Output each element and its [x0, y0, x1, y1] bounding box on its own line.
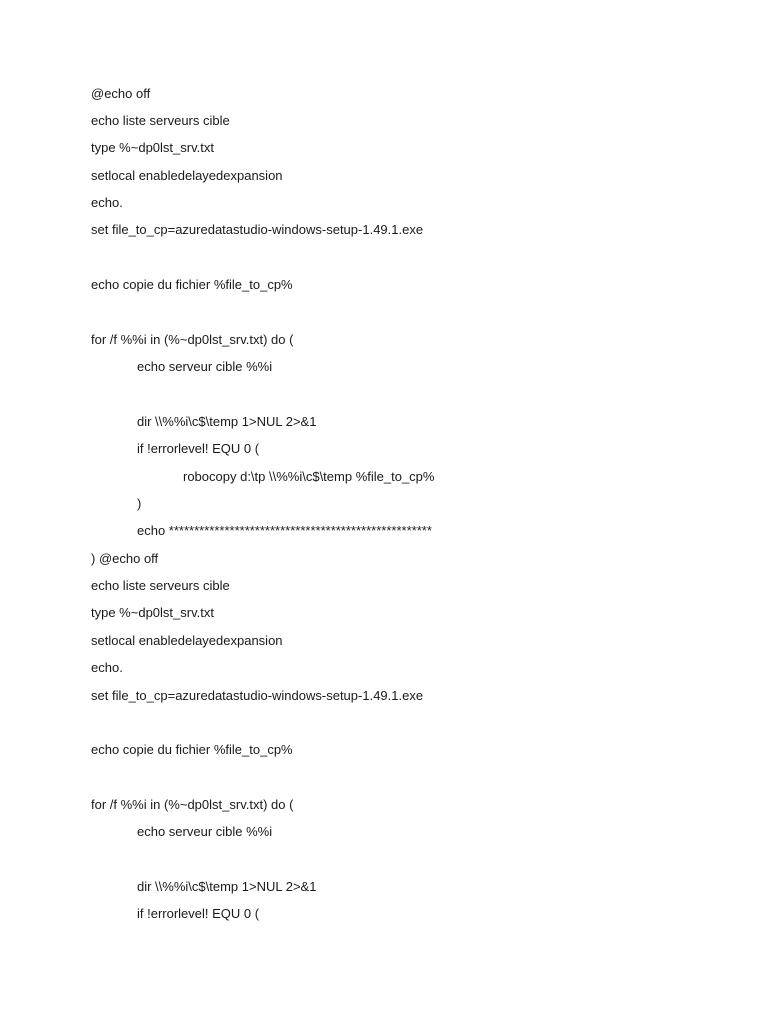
- script-line: if !errorlevel! EQU 0 (: [137, 441, 260, 456]
- script-line: for /f %%i in (%~dp0lst_srv.txt) do (: [91, 332, 294, 347]
- script-line: echo copie du fichier %file_to_cp%: [91, 742, 293, 757]
- script-line: echo serveur cible %%i: [137, 824, 273, 839]
- script-line: set file_to_cp=azuredatastudio-windows-setup-1.49.1.exe: [91, 688, 424, 703]
- script-line: ) @echo off: [91, 551, 159, 566]
- script-line: echo serveur cible %%i: [137, 359, 273, 374]
- script-line: setlocal enabledelayedexpansion: [91, 168, 283, 183]
- script-line: dir \\%%i\c$\temp 1>NUL 2>&1: [137, 879, 317, 894]
- script-line: echo copie du fichier %file_to_cp%: [91, 277, 293, 292]
- script-line: robocopy d:\tp \\%%i\c$\temp %file_to_cp%: [183, 469, 435, 484]
- script-line: for /f %%i in (%~dp0lst_srv.txt) do (: [91, 797, 294, 812]
- script-line: echo ****************************************************: [137, 523, 432, 538]
- script-line: echo.: [91, 660, 123, 675]
- script-line: set file_to_cp=azuredatastudio-windows-setup-1.49.1.exe: [91, 222, 424, 237]
- script-line: echo.: [91, 195, 123, 210]
- script-line: type %~dp0lst_srv.txt: [91, 140, 214, 155]
- script-line: @echo off: [91, 86, 151, 101]
- script-line: setlocal enabledelayedexpansion: [91, 633, 283, 648]
- script-line: ): [137, 496, 142, 511]
- script-line: echo liste serveurs cible: [91, 113, 230, 128]
- script-line: echo liste serveurs cible: [91, 578, 230, 593]
- script-line: if !errorlevel! EQU 0 (: [137, 906, 260, 921]
- script-line: dir \\%%i\c$\temp 1>NUL 2>&1: [137, 414, 317, 429]
- script-line: type %~dp0lst_srv.txt: [91, 605, 214, 620]
